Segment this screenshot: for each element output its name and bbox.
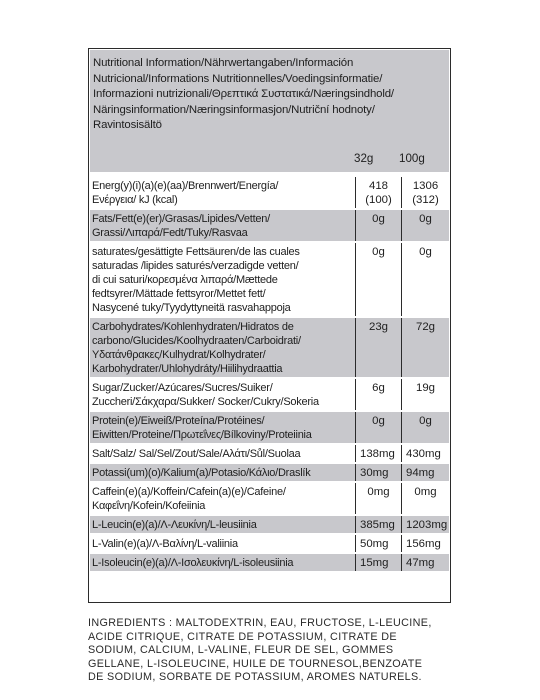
column-headers [90,150,449,172]
value-per-serving [355,535,401,552]
value-line: 0g [372,246,385,258]
nutrient-row [90,535,449,552]
nutrient-name-line: Eiwitten/Proteine/Πρωτεΐνες/Bílkoviny/Proteiinia [92,429,312,441]
value-line: 385mg [360,519,395,531]
nutrient-name-line: Carbohydrates/Kohlenhydraten/Hidratos de [92,321,294,333]
value-line: 15mg [360,557,389,569]
nutrient-name-line: Nasycené tuky/Tyydyttyneitä rasvahappoja [92,302,291,314]
header-line: Näringsinformation/Næringsinformasjon/Nutriční hodnoty/ [93,103,375,116]
nutrient-name [92,518,354,532]
nutrient-name-line: Caffein(e)(a)/Koffein/Cafein(a)(e)/Cafeine/ [92,486,286,498]
value-line: 0g [419,246,432,258]
nutrient-row [90,445,449,462]
value-per-serving [355,554,401,571]
value-line: (100) [365,194,392,206]
nutrient-row [90,412,449,443]
value-per-serving [355,464,401,481]
value-line: 1306 [412,180,439,192]
value-line: 0g [372,415,385,427]
nutrient-name [92,466,354,480]
nutrient-name-line: carbono/Glucides/Koolhydraaten/Carboidrati/ [92,335,301,347]
value-per-100g [401,483,449,514]
value-line: 418 [368,180,388,192]
value-line: 47mg [406,557,435,569]
nutrient-name-line: Sugar/Zucker/Azúcares/Sucres/Suiker/ [92,382,273,394]
value-per-100g [401,379,449,410]
value-line: 430mg [406,448,441,460]
ingredients-line: DE SODIUM, SORBATE DE POTASSIUM, AROMES NATURELS. [88,671,422,684]
column-header-serving: 32g [354,152,374,165]
value-per-100g [401,318,449,377]
value-per-100g [401,243,449,316]
nutrient-name-line: Υδατάνθρακες/Kulhydrat/Kolhydrater/ [92,349,266,361]
column-header-100g: 100g [399,152,425,165]
nutrient-name-line: Karbohydrater/Uhlohydráty/Hiilihydraattia [92,363,283,375]
nutrient-name-line: saturates/gesättigte Fettsäuren/de las cuales [92,246,300,258]
value-per-serving [355,412,401,443]
nutrient-rows [90,172,449,571]
value-per-100g [401,445,449,462]
nutrient-name [92,414,354,442]
nutrient-name-line: Καφεΐνη/Kofein/Kofeiinia [92,500,206,512]
nutrient-name [92,556,354,570]
nutrient-name-line: L-Valin(e)(a)/Λ-Βαλίνη/L-valiinia [92,538,238,550]
nutrient-name [92,537,354,551]
nutrient-row [90,516,449,533]
header-line: Nutritional Information/Nährwertangaben/Información [93,57,354,69]
nutrient-name-line: Zuccheri/Σάκχαρα/Sukker/ Socker/Cukry/Sokeria [92,396,319,408]
nutrient-name [92,179,354,207]
nutrient-row [90,243,449,316]
nutrient-name [92,381,354,409]
value-per-serving [355,210,401,241]
nutrient-row [90,177,449,208]
value-line: 94mg [406,467,435,479]
nutrient-name-line: Salt/Salz/ Sal/Sel/Zout/Sale/Αλάτι/Sůl/Suolaa [92,448,301,460]
value-line: 6g [372,382,385,394]
nutrient-name-line: L-Isoleucin(e)(a)/Λ-Ισολευκίνη/L-isoleusiinia [92,557,294,569]
nutrient-name [92,212,354,240]
nutrient-name-line: Protein(e)/Eiweiß/Proteína/Protéines/ [92,415,265,427]
nutrient-name [92,447,354,461]
value-per-100g [401,177,449,208]
nutrient-name [92,245,354,315]
nutrient-name-line: Fats/Fett(e)(er)/Grasas/Lipides/Vetten/ [92,213,270,225]
header-line: Informazioni nutrizionali/Θρεπτικά Συστατικά/Næringsindhold/ [93,88,394,101]
value-per-100g [401,412,449,443]
value-line: (312) [412,194,439,206]
nutrient-name-line: saturadas /lipides saturés/verzadigde vetten/ [92,260,299,272]
value-line: 0g [419,213,432,225]
value-per-serving [355,177,401,208]
value-line: 72g [415,321,435,333]
nutrient-name [92,485,354,513]
value-per-serving [355,483,401,514]
nutrition-label [88,48,451,603]
value-per-serving [355,516,401,533]
nutrient-row [90,483,449,514]
value-per-100g [401,535,449,552]
header-line: Nutricional/Informations Nutritionnelles/Voedingsinformatie/ [93,72,383,85]
header-line: Ravintosisältö [93,119,162,132]
value-line: 1203mg [406,519,448,531]
value-per-serving [355,379,401,410]
value-per-100g [401,554,449,571]
value-line: 0mg [367,486,390,498]
value-per-serving [355,318,401,377]
ingredients-text [88,617,453,685]
nutrient-row [90,210,449,241]
ingredients-line: SODIUM, CALCIUM, L-VALINE, FLEUR DE SEL, GOMMES [88,644,394,657]
value-line: 0mg [414,486,437,498]
value-line: 156mg [406,538,441,550]
value-line: 23g [368,321,388,333]
value-line: 50mg [360,538,389,550]
ingredients-line: INGREDIENTS : MALTODEXTRIN, EAU, FRUCTOSE, L-LEUCINE, [88,617,432,629]
value-line: 138mg [360,448,395,460]
value-per-100g [401,516,449,533]
nutrient-name-line: di cui saturi/κορεσμένα λιπαρά/Mættede [92,274,278,286]
nutrient-name [92,320,354,376]
nutrient-row [90,464,449,481]
nutrient-row [90,554,449,571]
value-per-100g [401,464,449,481]
value-per-serving [355,445,401,462]
value-line: 30mg [360,467,389,479]
nutrient-row [90,318,449,377]
value-line: 19g [415,382,435,394]
value-per-100g [401,210,449,241]
nutrient-name-line: Energ(y)(i)(a)(e)(aa)/Brennwert/Energía/ [92,180,279,192]
nutrient-name-line: fedtsyrer/Mättade fettsyror/Mettet fett/ [92,288,266,300]
nutrient-name-line: Ενέργεια/ kJ (kcal) [92,194,178,206]
value-line: 0g [372,213,385,225]
nutrient-row [90,379,449,410]
nutrition-header [90,50,449,150]
value-line: 0g [419,415,432,427]
nutrient-name-line: L-Leucin(e)(a)/Λ-Λευκίνη/L-leusiinia [92,519,257,531]
ingredients-line: GELLANE, L-ISOLEUCINE, HUILE DE TOURNESOL,BENZOATE [88,657,423,670]
value-per-serving [355,243,401,316]
nutrient-name-line: Potassi(um)(o)/Kalium(a)/Potasio/Κάλιο/Draslík [92,467,311,479]
nutrient-name-line: Grassi/Λιπαρά/Fedt/Tuky/Rasvaa [92,227,248,239]
ingredients-line: ACIDE CITRIQUE, CITRATE DE POTASSIUM, CITRATE DE [88,630,397,643]
